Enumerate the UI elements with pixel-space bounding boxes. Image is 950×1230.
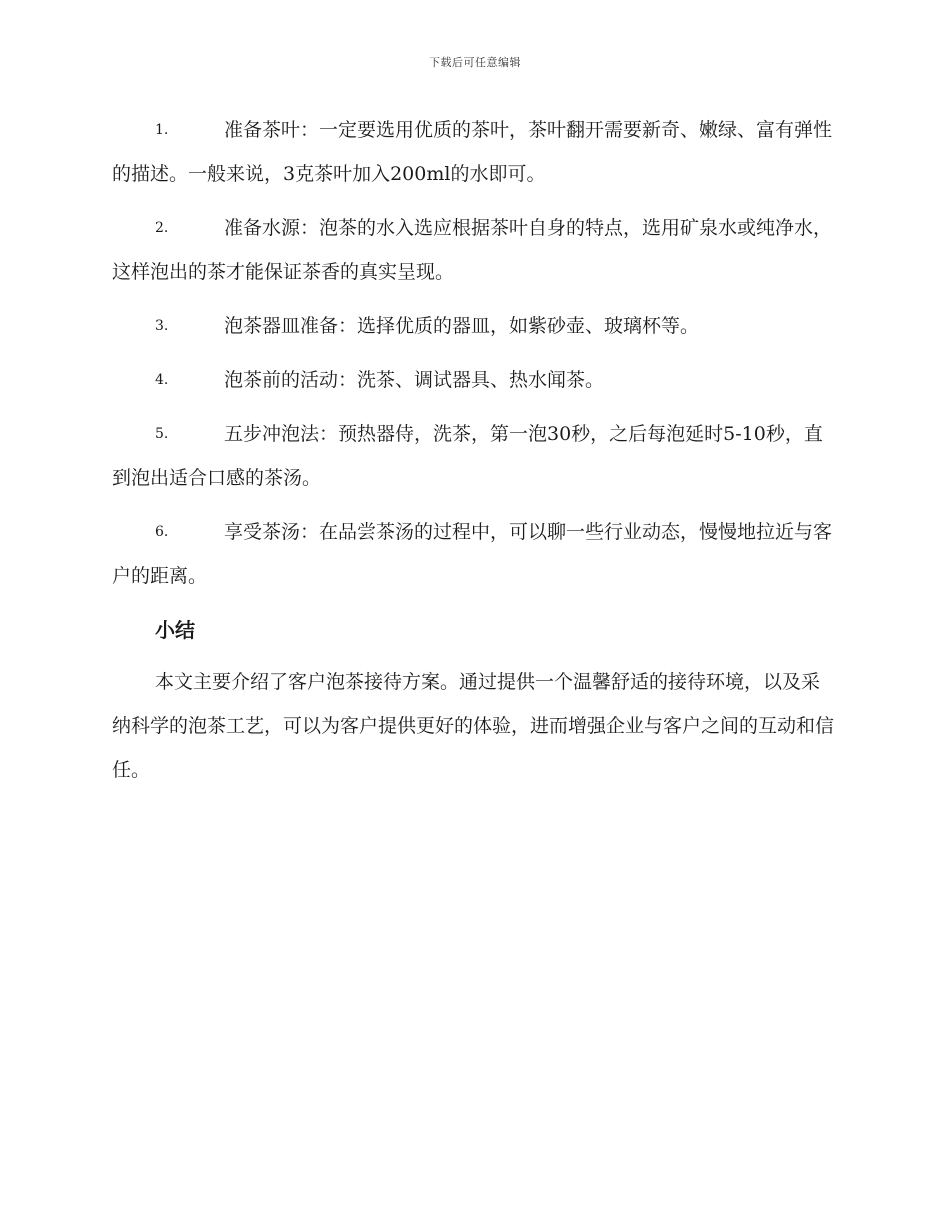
page-header: 下载后可任意编辑 <box>429 56 521 69</box>
list-item-number: 1. <box>155 122 169 138</box>
list-item <box>112 304 837 348</box>
list-item-number: 6. <box>155 524 169 540</box>
list-item-text: 享受茶汤：在品尝茶汤的过程中，可以聊一些行业动态，慢慢地拉近与客户的距离。 <box>112 521 833 587</box>
list-item-number: 2. <box>155 220 169 236</box>
list-item-number: 3. <box>155 318 169 334</box>
list-item <box>112 510 837 598</box>
document-body <box>112 108 837 792</box>
list-item-number: 5. <box>155 426 169 442</box>
list-item-text: 泡茶前的活动：洗茶、调试器具、热水闻茶。 <box>224 369 605 391</box>
list-item <box>112 358 837 402</box>
list-item <box>112 108 837 196</box>
list-item-number: 4. <box>155 372 169 388</box>
summary-paragraph: 本文主要介绍了客户泡茶接待方案。通过提供一个温馨舒适的接待环境，以及采纳科学的泡茶工艺，可以为客户提供更好的体验，进而增强企业与客户之间的互动和信任。 <box>112 671 835 781</box>
list-item <box>112 412 837 500</box>
list-item-text: 五步冲泡法：预热器侍，洗茶，第一泡30秒，之后每泡延时5-10秒，直到泡出适合口感的茶汤。 <box>112 423 823 489</box>
list-item-text: 准备茶叶：一定要选用优质的茶叶，茶叶翻开需要新奇、嫩绿、富有弹性的描述。一般来说，3克茶叶加入200ml的水即可。 <box>112 119 833 185</box>
list-item-text: 准备水源：泡茶的水入选应根据茶叶自身的特点，选用矿泉水或纯净水，这样泡出的茶才能保证茶香的真实呈现。 <box>112 217 833 283</box>
list-item-text: 泡茶器皿准备：选择优质的器皿，如紫砂壶、玻璃杯等。 <box>224 315 700 337</box>
list-item <box>112 206 837 294</box>
section-heading: 小结 <box>155 618 195 642</box>
